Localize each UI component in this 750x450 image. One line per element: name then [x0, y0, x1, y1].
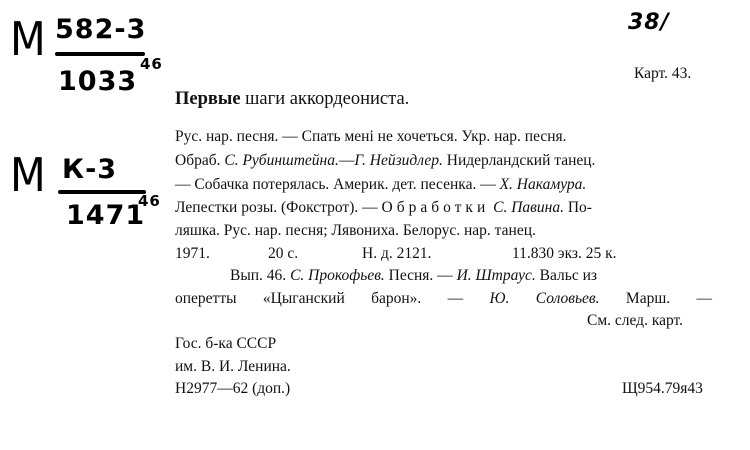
- contents-line-4: Лепестки розы. (Фокстрот). — Обработки С. Павина. По-: [175, 199, 592, 216]
- shelfmark-volume-1: 46: [140, 55, 163, 73]
- shelfmark-volume-2: 46: [138, 192, 161, 210]
- imprint-copies: 11.830 экз. 25 к.: [512, 245, 617, 262]
- library-line-2: им. В. И. Ленина.: [175, 358, 291, 375]
- shelfmark-top-1: 582-3: [55, 14, 147, 45]
- contents-line-3: — Собачка потерялась. Америк. дет. песенка. — Х. Накамура.: [175, 176, 587, 193]
- series-line-1: Вып. 46. С. Прокофьев. Песня. — И. Штраус. Вальс из: [230, 267, 598, 284]
- shelfmark-top-2: К-3: [62, 154, 118, 185]
- shelfmark-divider-1: [55, 52, 145, 56]
- library-line-3: Н2977—62 (доп.): [175, 380, 291, 397]
- corner-handwritten-mark: 38/: [628, 10, 670, 35]
- series-line-2: оперетты «Цыганский барон». — Ю. Соловьев. Марш. —: [175, 290, 712, 307]
- shelfmark-bottom-1: 1033: [58, 66, 138, 97]
- title-rest: шаги аккордеониста.: [240, 89, 410, 109]
- card-number: Карт. 43.: [634, 65, 692, 82]
- title-bold: Первые: [175, 89, 241, 109]
- imprint-year: 1971.: [175, 245, 210, 262]
- shelfmark-letter-2: М: [10, 148, 47, 202]
- library-line-1: Гос. б-ка СССР: [175, 335, 277, 352]
- contents-line-5: ляшка. Рус. нар. песня; Лявониха. Белорус. нар. танец.: [175, 222, 536, 239]
- classification-code: Щ954.79я43: [622, 380, 703, 397]
- shelfmark-divider-2: [58, 190, 146, 194]
- imprint-pages: 20 с.: [268, 245, 299, 262]
- see-next-card: См. след. карт.: [587, 312, 684, 329]
- contents-line-2: Обраб. С. Рубинштейна.—Г. Нейзидлер. Нидерландский танец.: [175, 152, 596, 169]
- book-title: [175, 90, 409, 109]
- shelfmark-bottom-2: 1471: [66, 200, 146, 231]
- imprint-order: Н. д. 2121.: [362, 245, 432, 262]
- shelfmark-letter-1: М: [10, 12, 47, 66]
- contents-line-1: Рус. нар. песня. — Спать мені не хочеться. Укр. нар. песня.: [175, 128, 567, 145]
